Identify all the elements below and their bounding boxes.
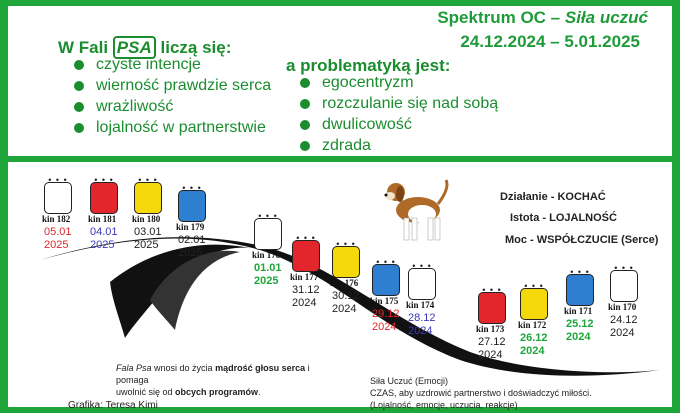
kin-date [90, 226, 118, 252]
tone-dots-icon: • • • [336, 239, 356, 249]
kin-label: kin 170 [608, 302, 637, 312]
intro-suffix: liczą się: [160, 38, 232, 57]
list-item-text: egocentryzm [322, 74, 414, 91]
kin-label: kin 171 [564, 306, 593, 316]
kin-date-year: 2025 [44, 239, 69, 251]
kin-label: kin 175 [370, 296, 399, 306]
kin-label: kin 180 [132, 214, 161, 224]
list-item-text: wierność prawdzie serca [96, 77, 272, 94]
attr-dzialanie: Działanie - KOCHAĆ [500, 191, 606, 203]
kin-date-year: 2025 [178, 247, 203, 259]
kin-date-year: 2024 [408, 325, 433, 337]
kin-glyph-icon [610, 263, 638, 302]
kin-label: kin 172 [518, 320, 547, 330]
list-item-text: lojalność w partnerstwie [96, 119, 266, 136]
kin-date-year: 2025 [134, 239, 159, 251]
kin-date-day: 05.01 [44, 226, 72, 238]
tone-dots-icon: • • • [412, 261, 432, 271]
kin-date [566, 318, 594, 344]
kin-glyph-icon [178, 183, 206, 222]
kin-date-year: 2024 [610, 327, 635, 339]
kin-date-day: 29.12 [372, 308, 400, 320]
kin-date [520, 332, 548, 358]
kin-date-year: 2024 [478, 349, 503, 361]
kin-date [254, 262, 282, 288]
kin-label: kin 181 [88, 214, 117, 224]
kin-date [372, 308, 400, 334]
kin-date-day: 25.12 [566, 318, 594, 330]
kin-date-year: 2025 [90, 239, 115, 251]
kin-date-year: 2024 [332, 303, 357, 315]
kin-date [478, 336, 506, 362]
sila-line: (Lojalność, emocje, uczucia, reakcje) [370, 400, 518, 410]
kin-glyph-icon [90, 175, 118, 214]
title-italic: Siła uczuć [564, 8, 648, 27]
kin-label: kin 182 [42, 214, 71, 224]
caption-part: . [258, 387, 261, 397]
kin-date-day: 24.12 [610, 314, 638, 326]
list-item-text: dwulicowość [322, 116, 412, 133]
kin-date [178, 234, 206, 260]
title-main: Spektrum OC – [437, 8, 561, 27]
kin-date-day: 03.01 [134, 226, 162, 238]
caption [116, 362, 316, 398]
tone-dots-icon: • • • [94, 175, 114, 185]
dog-icon [378, 174, 454, 248]
kin-label: kin 177 [290, 272, 319, 282]
kin-glyph-icon [44, 175, 72, 214]
kin-date-day: 30.12 [332, 290, 360, 302]
list-item-text: zdrada [322, 137, 371, 154]
kin-label: kin 179 [176, 222, 205, 232]
kin-glyph-icon [134, 175, 162, 214]
caption-part: obcych programów [175, 387, 259, 397]
kin-glyph-icon [520, 281, 548, 320]
tone-dots-icon: • • • [614, 263, 634, 273]
kin-date [292, 284, 320, 310]
psa-label: PSA [113, 36, 156, 59]
kin-glyph-icon [292, 233, 320, 272]
kin-glyph-icon [254, 211, 282, 250]
credit: Grafika: Teresa Kimi [68, 400, 158, 411]
kin-date-year: 2024 [372, 321, 397, 333]
kin-date-day: 28.12 [408, 312, 436, 324]
kin-label: kin 174 [406, 300, 435, 310]
kin-date-day: 01.01 [254, 262, 282, 274]
kin-date-year: 2024 [566, 331, 591, 343]
list-item-text: czyste intencje [96, 56, 201, 73]
kin-glyph-icon [332, 239, 360, 278]
tone-dots-icon: • • • [48, 175, 68, 185]
problem-heading: a problematyką jest: [286, 56, 451, 75]
tone-dots-icon: • • • [376, 257, 396, 267]
sila-uczuc-text [370, 375, 592, 411]
list-item-text: rozczulanie się nad sobą [322, 95, 499, 112]
tone-dots-icon: • • • [138, 175, 158, 185]
kin-date [610, 314, 638, 340]
tone-dots-icon: • • • [570, 267, 590, 277]
kin-date-day: 31.12 [292, 284, 320, 296]
tone-dots-icon: • • • [482, 285, 502, 295]
tone-dots-icon: • • • [258, 211, 278, 221]
list-item-text: wrażliwość [96, 98, 174, 115]
kin-date-day: 27.12 [478, 336, 506, 348]
kin-date-year: 2024 [292, 297, 317, 309]
kin-date-year: 2024 [520, 345, 545, 357]
tone-dots-icon: • • • [182, 183, 202, 193]
kin-glyph-icon [408, 261, 436, 300]
caption-part: Fala Psa [116, 363, 152, 373]
caption-part: wnosi do życia [151, 363, 216, 373]
kin-glyph-icon [478, 285, 506, 324]
caption-part: i pomaga [116, 363, 310, 385]
attr-istota: Istota - LOJALNOŚĆ [510, 212, 617, 224]
kin-date-year: 2025 [254, 275, 279, 287]
tone-dots-icon: • • • [524, 281, 544, 291]
kin-label: kin 176 [330, 278, 359, 288]
kin-glyph-icon [372, 257, 400, 296]
kin-date-day: 02.01 [178, 234, 206, 246]
kin-date-day: 26.12 [520, 332, 548, 344]
date-range: 24.12.2024 – 5.01.2025 [460, 32, 640, 51]
kin-date [44, 226, 72, 252]
sila-line: Siła Uczuć (Emocji) [370, 376, 449, 386]
intro-prefix: W Fali [58, 38, 109, 57]
sila-line: CZAS, aby uzdrowić partnerstwo i doświadczyć miłości. [370, 388, 592, 398]
kin-date-day: 04.01 [90, 226, 118, 238]
kin-label: kin 173 [476, 324, 505, 334]
tone-dots-icon: • • • [296, 233, 316, 243]
caption-part: mądrość głosu serca [215, 363, 306, 373]
kin-date [332, 290, 360, 316]
kin-glyph-icon [566, 267, 594, 306]
attr-moc: Moc - WSPÓŁCZUCIE (Serce) [505, 234, 659, 246]
kin-label: kin 178 [252, 250, 281, 260]
kin-date [408, 312, 436, 338]
kin-date [134, 226, 162, 252]
caption-part: uwolnić się od [116, 387, 176, 397]
